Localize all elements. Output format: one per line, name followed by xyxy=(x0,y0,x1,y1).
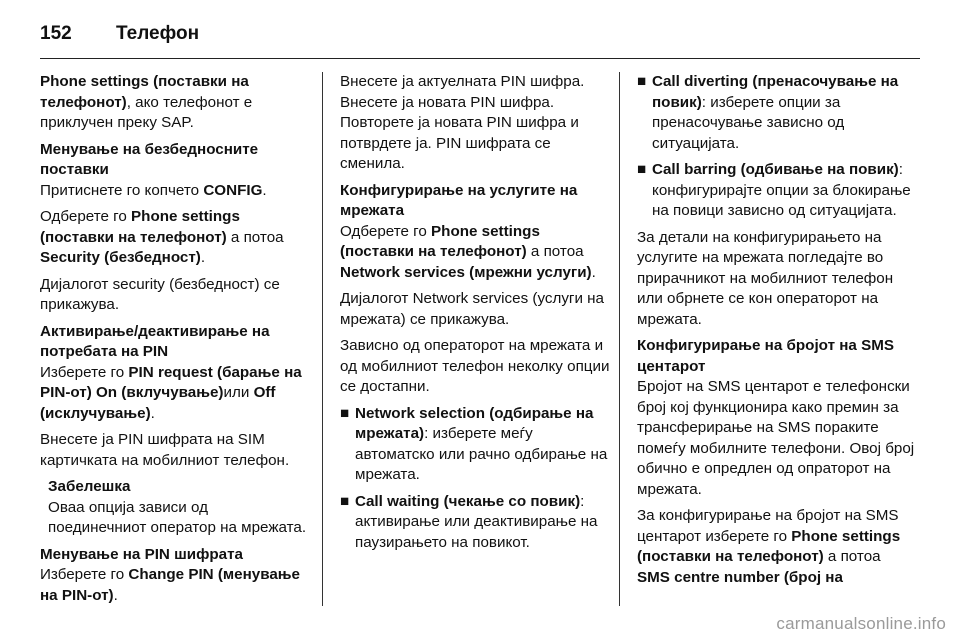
intro-bold: Phone settings (поставки на телефонот) xyxy=(40,73,249,111)
note-box xyxy=(40,477,310,539)
change-pin-step-1: Изберете го Change PIN (менување на PIN-от). xyxy=(40,566,301,604)
security-step-1: Притиснете го копчето CONFIG. xyxy=(40,181,267,199)
network-step-2: Дијалогот Network services (услуги на мрежата) се прикажува. xyxy=(340,290,605,328)
sms-paragraph-1: Бројот на SMS центарот е телефонски број кој функционира како премин за трансферирање на SMS пораките помеѓу мобилните телефони. Овој број обично е опредлен од опраторот на мрежата. xyxy=(637,378,915,498)
pin-change-steps: Внесете ја актуелната PIN шифра. Внесете ја новата PIN шифра. Повторете ја новата PIN шифра и потврдете ја. PIN шифрата се сменила. xyxy=(340,73,585,172)
call-options-list xyxy=(637,72,917,222)
column-divider-1 xyxy=(322,72,323,606)
network-details-paragraph: За детали на конфигурирањето на услугите на мрежата погледајте во прирачникот на мобилниот телефон или обрнете се кон операторот на мрежата. xyxy=(637,228,894,328)
bullet-square-icon: ■ xyxy=(637,161,647,178)
note-text: Оваа опција зависи од поединечниот оператор на мрежата. xyxy=(48,498,307,536)
section-heading-change-pin: Менување на PIN шифрата xyxy=(40,545,243,563)
section-heading-sms: Конфигурирање на бројот на SMS центарот xyxy=(637,337,894,375)
page-title: Телефон xyxy=(116,23,200,44)
intro-paragraph xyxy=(40,72,310,134)
security-step-2: Одберете го Phone settings (поставки на телефонот) а потоа Security (безбедност). xyxy=(40,208,284,266)
column-divider-2 xyxy=(619,72,620,606)
section-heading-network: Конфигурирање на услугите на мрежата xyxy=(340,181,578,219)
list-item: ■ Call barring (одбивање на повик): конфигурирајте опции за блокирање на повици зависно од ситуацијата. xyxy=(637,161,911,219)
network-step-3: Зависно од операторот на мрежата и од мобилниот телефон неколку опции се достапни. xyxy=(340,337,610,395)
intro-text: , ако телефонот е приклучен преку SAP. xyxy=(40,93,253,131)
header-divider xyxy=(40,58,920,59)
pin-step-1: Изберете го PIN request (барање на PIN-от) On (вклучување)или Off (исклучување). xyxy=(40,363,302,422)
section-heading-security: Менување на безбедносните поставки xyxy=(40,140,259,178)
pin-step-2: Внесете ја PIN шифрата на SIM картичката на мобилниот телефон. xyxy=(40,431,290,469)
column-2 xyxy=(340,72,612,559)
list-item: ■ Call diverting (пренасочување на повик): изберете опции за пренасочување зависно од ситуацијата. xyxy=(637,73,899,152)
section-heading-pin: Активирање/деактивирање на потребата на PIN xyxy=(40,322,270,360)
column-3 xyxy=(637,72,917,594)
network-step-1: Одберете го Phone settings (поставки на телефонот) а потоа Network services (мрежни услуги). xyxy=(340,222,596,281)
sms-paragraph-2: За конфигурирање на бројот на SMS центарот изберете го Phone settings (поставки на телефонот) а потоа SMS centre number (број на xyxy=(637,507,901,586)
note-title: Забелешка xyxy=(48,478,131,495)
page-number: 152 xyxy=(40,23,72,44)
bullet-square-icon: ■ xyxy=(340,492,350,510)
list-item: ■ Network selection (одбирање на мрежата): изберете меѓу автоматско или рачно одбирање на мрежата. xyxy=(340,404,608,483)
network-options-list xyxy=(340,404,612,554)
security-step-3: Дијалогот security (безбедност) се прикажува. xyxy=(40,275,280,313)
list-item: ■ Call waiting (чекање со повик): активирање или деактивирање на паузирањето на повикот. xyxy=(340,492,598,551)
bullet-square-icon: ■ xyxy=(637,73,647,90)
page-header xyxy=(40,14,199,54)
column-1 xyxy=(40,72,310,612)
bullet-square-icon: ■ xyxy=(340,404,350,422)
watermark: carmanualsonline.info xyxy=(776,614,946,633)
